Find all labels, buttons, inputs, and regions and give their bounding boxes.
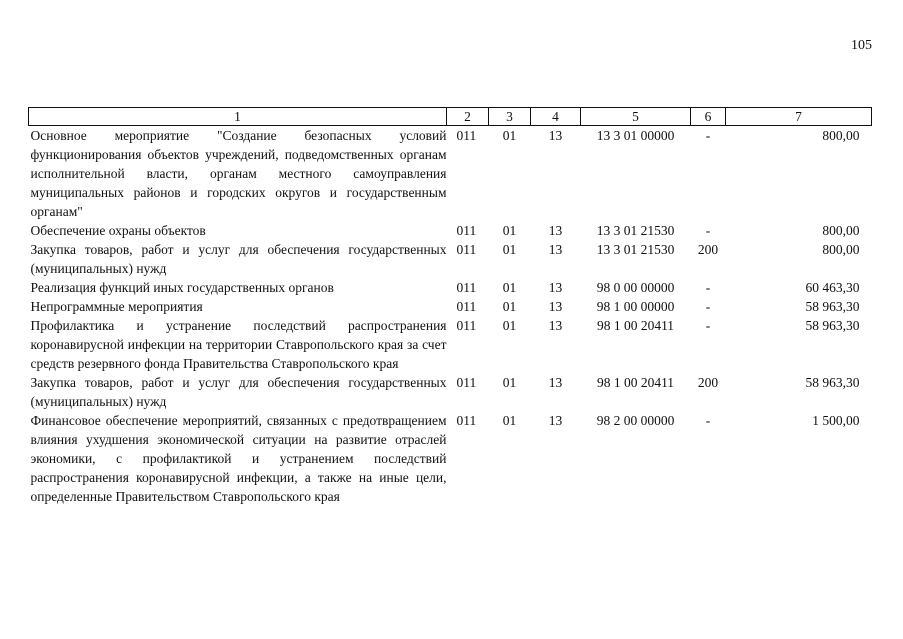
row-target-article: 98 2 00 00000 (596, 413, 675, 428)
row-code-section: 01 (502, 299, 517, 314)
column-header-4: 4 (531, 108, 581, 126)
row-code-subsection: 13 (548, 242, 563, 257)
row-code-ministry: 011 (456, 318, 477, 333)
table-row (29, 411, 872, 506)
row-expense-type: - (705, 413, 711, 428)
row-name: Обеспечение охраны объектов (30, 223, 206, 238)
budget-table (28, 107, 872, 506)
page-number: 105 (851, 38, 872, 53)
row-amount: 60 463,30 (805, 280, 860, 295)
table-row (29, 240, 872, 278)
row-target-article: 98 1 00 20411 (596, 375, 675, 390)
row-target-article: 98 1 00 20411 (596, 318, 675, 333)
table-row (29, 373, 872, 411)
row-code-section: 01 (502, 375, 517, 390)
column-header-1: 1 (29, 108, 447, 126)
row-code-ministry: 011 (456, 280, 477, 295)
row-code-section: 01 (502, 280, 517, 295)
row-target-article: 98 1 00 00000 (596, 299, 675, 314)
table-row (29, 126, 872, 222)
row-name: Закупка товаров, работ и услуг для обеспечения государственных (муниципальных) нужд (30, 375, 447, 409)
row-target-article: 13 3 01 21530 (596, 223, 675, 238)
row-name: Непрограммные мероприятия (30, 299, 203, 314)
table-row (29, 221, 872, 240)
row-target-article: 98 0 00 00000 (596, 280, 675, 295)
row-code-subsection: 13 (548, 223, 563, 238)
column-header-6: 6 (691, 108, 726, 126)
row-code-section: 01 (502, 242, 517, 257)
row-target-article: 13 3 01 21530 (596, 242, 675, 257)
row-code-section: 01 (502, 413, 517, 428)
row-name: Основное мероприятие "Создание безопасных условий функционирования объектов учреждений, подведомственных органам исполнительной власти, органам местного самоуправления муниципальных районов и городских округов и государственным органам" (30, 128, 447, 219)
row-expense-type: - (705, 299, 711, 314)
row-code-ministry: 011 (456, 223, 477, 238)
row-amount: 58 963,30 (805, 318, 860, 333)
row-amount: 58 963,30 (805, 375, 860, 390)
row-code-ministry: 011 (456, 413, 477, 428)
row-amount: 1 500,00 (812, 413, 860, 428)
row-amount: 800,00 (822, 128, 860, 143)
column-header-2: 2 (447, 108, 489, 126)
row-code-section: 01 (502, 223, 517, 238)
row-code-subsection: 13 (548, 318, 563, 333)
table-row (29, 316, 872, 373)
row-code-section: 01 (502, 318, 517, 333)
row-code-ministry: 011 (456, 128, 477, 143)
row-code-subsection: 13 (548, 128, 563, 143)
row-amount: 800,00 (822, 242, 860, 257)
row-expense-type: 200 (697, 242, 719, 257)
row-name: Реализация функций иных государственных органов (30, 280, 334, 295)
row-expense-type: - (705, 128, 711, 143)
row-code-ministry: 011 (456, 299, 477, 314)
table-row (29, 297, 872, 316)
row-code-subsection: 13 (548, 375, 563, 390)
column-header-3: 3 (489, 108, 531, 126)
row-code-ministry: 011 (456, 375, 477, 390)
row-code-subsection: 13 (548, 280, 563, 295)
row-name: Профилактика и устранение последствий распространения коронавирусной инфекции на территории Ставропольского края за счет средств резервного фонда Правительства Ставропольского края (30, 318, 447, 371)
row-target-article: 13 3 01 00000 (596, 128, 675, 143)
column-header-7: 7 (726, 108, 872, 126)
row-expense-type: - (705, 280, 711, 295)
row-name: Финансовое обеспечение мероприятий, связанных с предотвращением влияния ухудшения экономической ситуации на развитие отраслей экономики, с профилактикой и устранением последствий распространения коронавирусной инфекции, а также на иные цели, определенные Правительством Ставропольского края (30, 413, 447, 504)
row-expense-type: - (705, 223, 711, 238)
row-expense-type: - (705, 318, 711, 333)
table-row (29, 278, 872, 297)
row-amount: 58 963,30 (805, 299, 860, 314)
column-header-5: 5 (581, 108, 691, 126)
row-code-section: 01 (502, 128, 517, 143)
row-code-subsection: 13 (548, 413, 563, 428)
row-code-ministry: 011 (456, 242, 477, 257)
row-amount: 800,00 (822, 223, 860, 238)
row-expense-type: 200 (697, 375, 719, 390)
row-code-subsection: 13 (548, 299, 563, 314)
table-header-row (29, 108, 872, 126)
row-name: Закупка товаров, работ и услуг для обеспечения государственных (муниципальных) нужд (30, 242, 447, 276)
